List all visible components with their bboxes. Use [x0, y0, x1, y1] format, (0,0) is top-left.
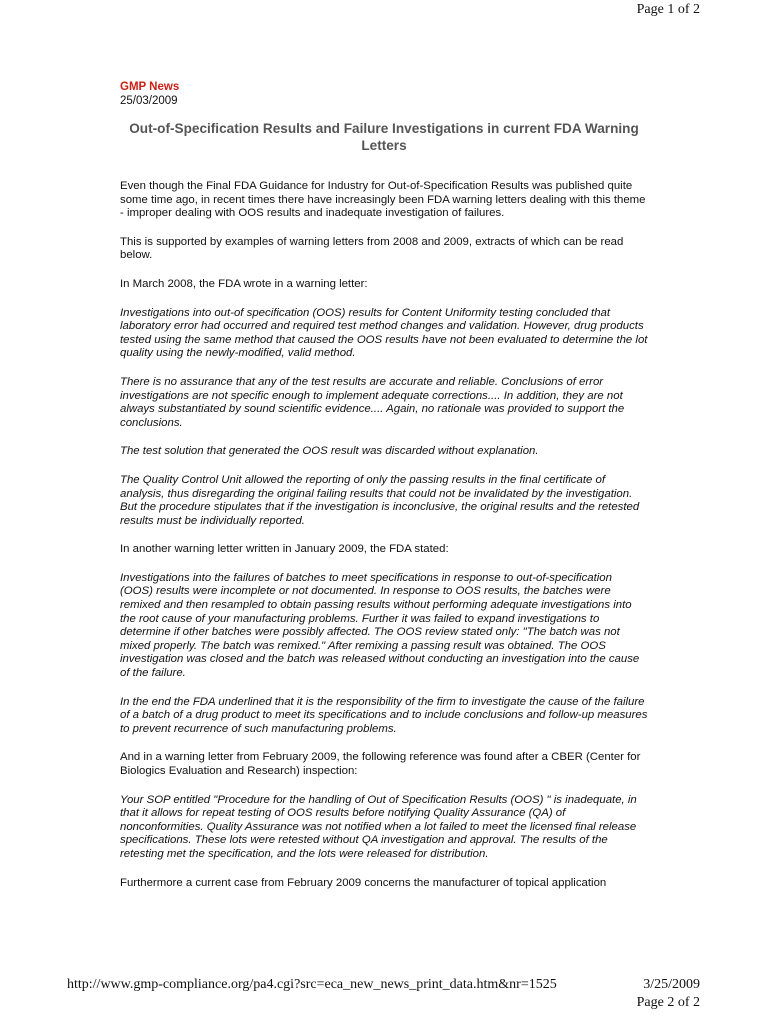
- source-label: GMP News: [120, 81, 180, 93]
- quote-paragraph: The test solution that generated the OOS result was discarded without explanation.: [120, 445, 539, 458]
- paragraph: Furthermore a current case from February 2009 concerns the manufacturer of topical application: [120, 876, 607, 889]
- paragraph: In another warning letter written in January 2009, the FDA stated:: [120, 543, 449, 556]
- quote-paragraph: Investigations into the failures of batches to meet specifications in response to out-of-specification (OOS) results were incomplete or not documented. In response to OOS results, the batches were remixed and then resampled to obtain passing results without performing adequate investigations into the root cause of your manufacturing problems. Further it was failed to expand investigations to determine if other batches were possibly affected. The OOS review stated only: "The batch was not mixed properly. The batch was remixed." After remixing a passing result was obtained. The OOS investigation was closed and the batch was released without conducting an investigation into the cause of the failure.: [120, 571, 640, 680]
- article-title: Out-of-Specification Results and Failure Investigations in current FDA Warning Letters: [129, 121, 639, 153]
- footer-print-date: 3/25/2009: [643, 977, 700, 992]
- quote-paragraph: Your SOP entitled "Procedure for the handling of Out of Specification Results (OOS) " is inadequate, in that it allows for repeat testing of OOS results before notifying Quality Assurance (QA) of nonconformities. Quality Assurance was not notified when a lot failed to meet the licensed final release specifications. These lots were retested without QA investigation and approval. The results of the retesting met the specification, and the lots were released for distribution.: [120, 793, 637, 860]
- paragraph: And in a warning letter from February 2009, the following reference was found after a CBER (Center for Biologics Evaluation and Research) inspection:: [120, 751, 641, 777]
- article-date: 25/03/2009: [120, 95, 178, 107]
- paragraph: In March 2008, the FDA wrote in a warning letter:: [120, 277, 368, 290]
- paragraph-intro: Even though the Final FDA Guidance for Industry for Out-of-Specification Results was published quite some time ago, in recent times there have increasingly been FDA warning letters dealing with this theme - improper dealing with OOS results and inadequate investigation of failures.: [120, 180, 646, 220]
- article: [120, 80, 648, 890]
- quote-paragraph: There is no assurance that any of the test results are accurate and reliable. Conclusions of error investigations are not specific enough to implement adequate corrections.... In addition, they are not always substantiated by sound scientific evidence.... Again, no rationale was provided to support the conclusions.: [120, 375, 625, 429]
- quote-paragraph: In the end the FDA underlined that it is the responsibility of the firm to investigate the cause of the failure of a batch of a drug product to meet its specifications and to include conclusions and follow-up measures to prevent recurrence of such manufacturing problems.: [120, 695, 648, 735]
- quote-paragraph: Investigations into out-of specification (OOS) results for Content Uniformity testing concluded that laboratory error had occurred and required test method changes and validation. However, drug products tested using the same method that caused the OOS results have not been evaluated to determine the lot quality using the newly-modified, valid method.: [120, 306, 648, 360]
- footer-url: http://www.gmp-compliance.org/pa4.cgi?src=eca_new_news_print_data.htm&nr=1525: [67, 977, 557, 992]
- paragraph: This is supported by examples of warning letters from 2008 and 2009, extracts of which can be read below.: [120, 235, 624, 262]
- quote-paragraph: The Quality Control Unit allowed the reporting of only the passing results in the final certificate of analysis, thus disregarding the original failing results that could not be invalidated by the investigation. But the procedure stipulates that if the investigation is inconclusive, the original results and the retested results must be individually reported.: [120, 473, 640, 527]
- page-number-top: Page 1 of 2: [636, 2, 700, 17]
- page-number-bottom: Page 2 of 2: [636, 995, 700, 1010]
